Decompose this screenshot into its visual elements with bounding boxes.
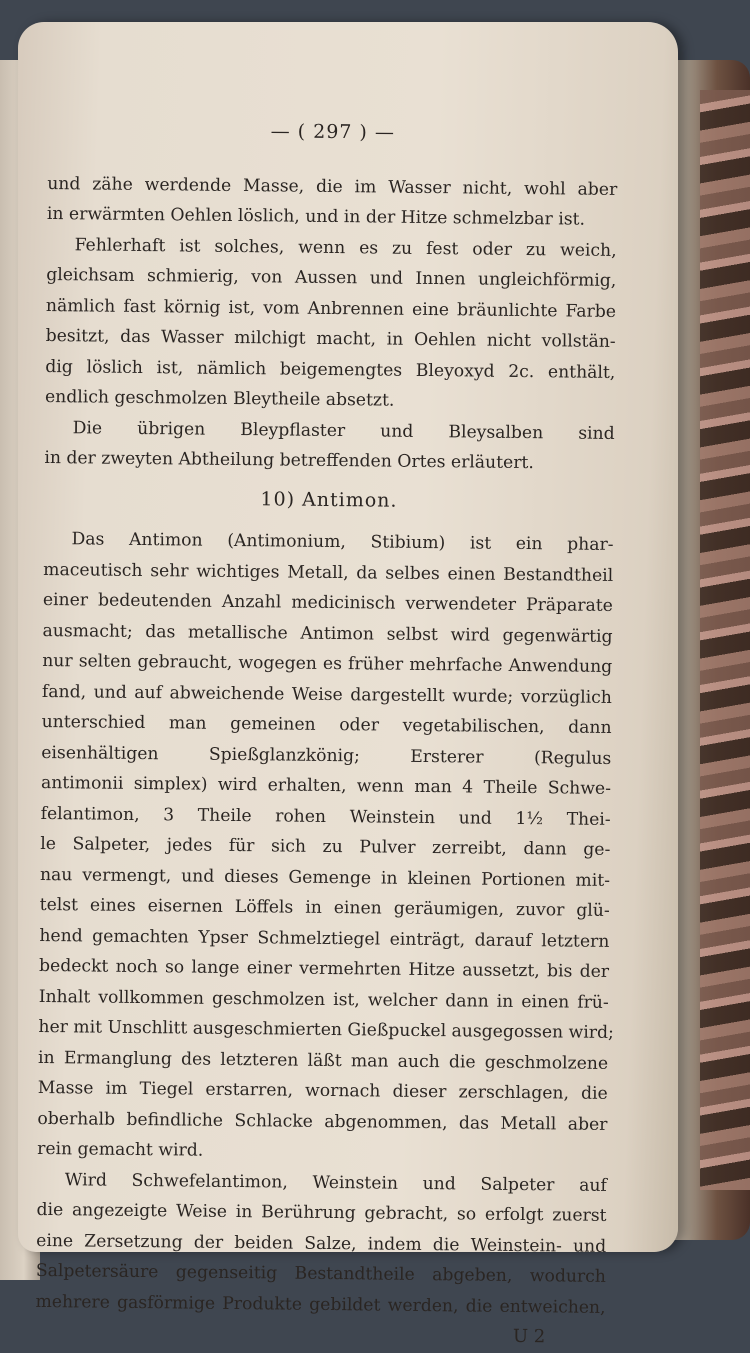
text-line: Das Antimon (Antimonium, Stibium) ist ein phar- bbox=[71, 529, 614, 555]
text-line: antimonii simplex) wird erhalten, wenn man 4 Theile Schwe- bbox=[40, 772, 612, 799]
text-line: einer bedeutenden Anzahl medicinisch verwendeter Präparate bbox=[42, 589, 613, 616]
text-line: Fehlerhaft ist solches, wenn es zu fest oder zu weich, bbox=[74, 234, 617, 261]
page-text bbox=[35, 114, 618, 1353]
text-line: die angezeigte Weise in Berührung gebracht, so erfolgt zuerst bbox=[36, 1199, 607, 1226]
text-line: mehrere gasförmige Produkte gebildet werden, die entweichen, bbox=[35, 1291, 606, 1318]
text-line: und zähe werdende Masse, die im Wasser nicht, wohl aber bbox=[47, 173, 618, 200]
text-line: telst eines eisernen Löffels in einen geräumigen, zuvor glü- bbox=[39, 894, 610, 921]
text-line: unterschied man gemeinen oder vegetabilischen, dann bbox=[41, 711, 612, 738]
text-line: rein gemacht wird. bbox=[37, 1138, 204, 1161]
marbled-cover bbox=[700, 90, 750, 1190]
text-line: fand, und auf abweichende Weise dargestellt wurde; vorzüglich bbox=[41, 681, 613, 708]
text-line: maceutisch sehr wichtiges Metall, da selbes einen Bestandtheil bbox=[43, 559, 614, 586]
text-line: nämlich fast körnig ist, vom Anbrennen eine bräunlichte Farbe bbox=[45, 295, 617, 322]
text-line: in erwärmten Oehlen löslich, und in der Hitze schmelzbar ist. bbox=[46, 203, 586, 230]
page-number-header: — ( 297 ) — bbox=[270, 120, 396, 144]
text-line: Salpetersäure gegenseitig Bestandtheile abgeben, wodurch bbox=[35, 1260, 606, 1287]
text-line: Inhalt vollkommen geschmolzen ist, welcher dann in einen frü- bbox=[38, 986, 609, 1013]
text-line: Wird Schwefelantimon, Weinstein und Salpeter auf bbox=[64, 1169, 607, 1196]
text-line: nur selten gebraucht, wogegen es früher mehrfache Anwendung bbox=[42, 650, 613, 677]
text-line: felantimon, 3 Theile rohen Weinstein und 1½ Thei- bbox=[40, 803, 611, 830]
text-line: nau vermengt, und dieses Gemenge in kleinen Portionen mit- bbox=[39, 864, 611, 891]
text-line: bedeckt noch so lange einer vermehrten Hitze aussetzt, bis der bbox=[38, 955, 610, 982]
text-line: gleichsam schmierig, von Aussen und Innen ungleichförmig, bbox=[46, 264, 617, 291]
text-line: Die übrigen Bleypflaster und Bleysalben sind bbox=[72, 417, 615, 444]
text-line: eine Zersetzung der beiden Salze, indem die Weinstein- und bbox=[36, 1230, 607, 1257]
text-line: Masse im Tiegel erstarren, wornach dieser zerschlagen, die bbox=[37, 1077, 608, 1104]
text-line: endlich geschmolzen Bleytheile absetzt. bbox=[44, 386, 395, 411]
text-line: eisenhältigen Spießglanzkönig; Ersterer (Regulus bbox=[41, 742, 612, 769]
book-page bbox=[18, 22, 678, 1348]
text-line: in Ermanglung des letzteren läßt man auch die geschmolzene bbox=[38, 1047, 609, 1074]
text-line: hend gemachten Ypser Schmelztiegel einträgt, darauf letztern bbox=[39, 925, 610, 952]
text-line: her mit Unschlitt ausgeschmierten Gießpuckel ausgegossen wird; bbox=[38, 1016, 614, 1043]
text-line: dig löslich ist, nämlich beigemengtes Bleyoxyd 2c. enthält, bbox=[45, 356, 616, 383]
text-line: in der zweyten Abtheilung betreffenden Ortes erläutert. bbox=[44, 447, 534, 474]
text-line: besitzt, das Wasser milchigt macht, in Oehlen nicht vollstän- bbox=[45, 325, 616, 352]
section-heading: 10) Antimon. bbox=[260, 487, 398, 512]
printer-signature-mark: U 2 bbox=[512, 1325, 546, 1348]
text-line: oberhalb befindliche Schlacke abgenommen, das Metall aber bbox=[37, 1108, 608, 1135]
text-line: ausmacht; das metallische Antimon selbst wird gegenwärtig bbox=[42, 620, 613, 647]
text-line: le Salpeter, jedes für sich zu Pulver zerreibt, dann ge- bbox=[40, 833, 611, 860]
